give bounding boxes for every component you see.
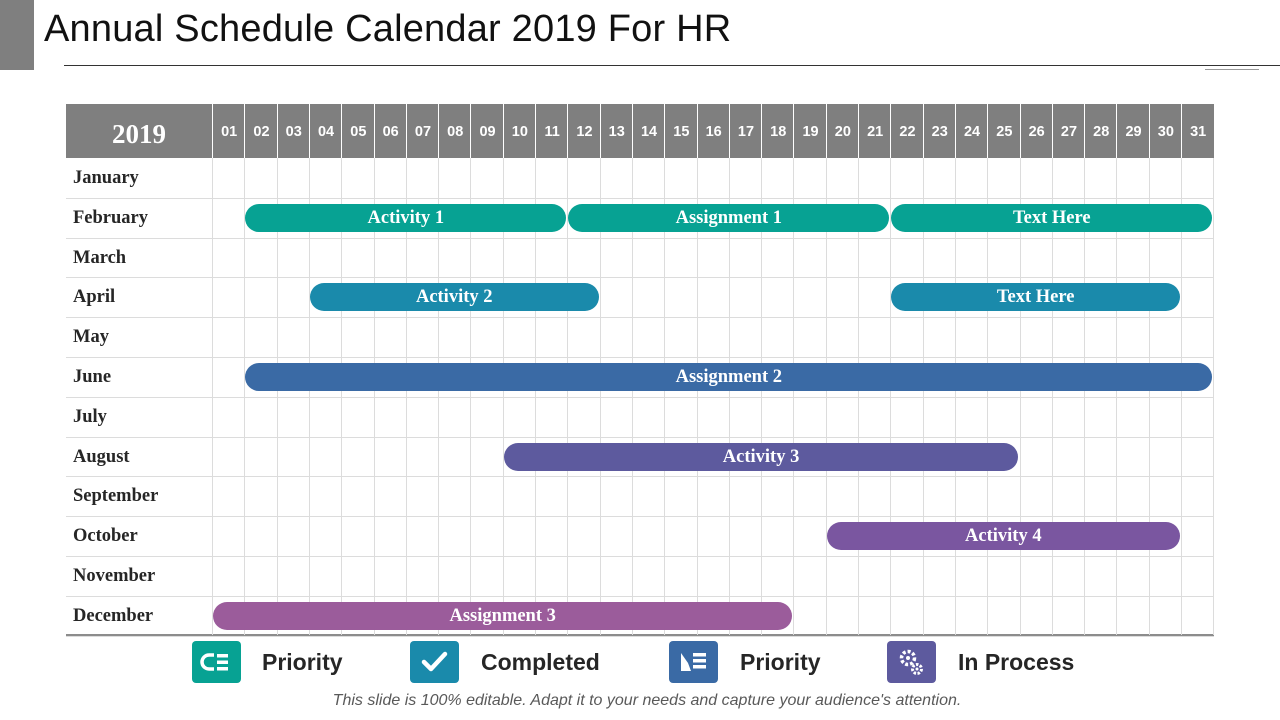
chart-list-icon: [669, 641, 718, 683]
checkmark-icon: [410, 641, 459, 683]
grid-row-line: [66, 636, 1214, 637]
day-header: 22: [899, 124, 916, 140]
month-label: June: [73, 367, 112, 387]
day-header: 19: [802, 124, 819, 140]
day-header: 01: [221, 124, 238, 140]
day-header: 08: [447, 124, 464, 140]
task-bar[interactable]: Activity 1: [245, 204, 566, 232]
day-header: 05: [350, 124, 367, 140]
month-label: May: [73, 327, 109, 348]
priority-list-icon: [192, 641, 241, 683]
grid-row-line: [66, 516, 1214, 517]
legend-label: In Process: [958, 649, 1075, 675]
grid-row-line: [66, 596, 1214, 597]
task-bar[interactable]: Activity 2: [310, 283, 599, 311]
day-header: 09: [479, 124, 496, 140]
day-header: 30: [1157, 124, 1174, 140]
day-header: 11: [544, 124, 560, 140]
day-header: 21: [867, 124, 884, 140]
day-header: 16: [705, 124, 722, 140]
day-header: 13: [608, 124, 625, 140]
day-header: 10: [511, 124, 528, 140]
grid-row-line: [66, 397, 1214, 398]
legend-label: Priority: [740, 649, 821, 675]
day-header: 18: [770, 124, 787, 140]
task-bar[interactable]: Assignment 3: [213, 602, 792, 630]
day-header: 02: [253, 124, 270, 140]
year-label: 2019: [112, 119, 166, 149]
day-header: 23: [931, 124, 948, 140]
grid-row-line: [66, 357, 1214, 358]
day-header: 07: [414, 124, 432, 140]
day-header: 26: [1028, 124, 1045, 140]
legend-label: Priority: [262, 649, 343, 675]
task-bar[interactable]: Activity 3: [504, 443, 1019, 471]
month-label: August: [73, 446, 130, 467]
day-header: 04: [317, 124, 335, 140]
legend-label: Completed: [481, 649, 600, 675]
footer-note: This slide is 100% editable. Adapt it to your needs and capture your audience's attention.: [332, 692, 962, 709]
month-label: April: [73, 287, 116, 308]
day-header: 27: [1060, 124, 1078, 140]
day-header: 28: [1093, 124, 1110, 140]
month-label: December: [73, 605, 154, 626]
title-underline-accent: [1205, 69, 1259, 70]
day-header: 12: [576, 124, 593, 140]
day-header: 15: [673, 124, 690, 140]
calendar-header: [66, 104, 1214, 158]
day-header: 14: [640, 124, 658, 140]
title-underline: [64, 65, 1280, 66]
month-label: July: [73, 406, 107, 427]
day-header: 03: [285, 124, 302, 140]
page-title: Annual Schedule Calendar 2019 For HR: [44, 8, 732, 50]
grid-row-line: [66, 556, 1214, 557]
grid-row-line: [66, 437, 1214, 438]
month-label: October: [73, 526, 138, 547]
day-header: 06: [382, 124, 399, 140]
day-header: 31: [1190, 124, 1207, 140]
grid-row-line: [66, 317, 1214, 318]
task-bar[interactable]: Text Here: [891, 283, 1180, 311]
grid-row-line: [66, 476, 1214, 477]
grid-row-line: [66, 238, 1214, 239]
title-accent-block: [0, 0, 34, 70]
day-header: 24: [963, 124, 981, 140]
grid-row-line: [66, 198, 1214, 199]
task-bar[interactable]: Text Here: [891, 204, 1212, 232]
task-bar[interactable]: Assignment 2: [245, 363, 1212, 391]
day-header: 29: [1125, 124, 1142, 140]
month-label: November: [73, 566, 156, 586]
month-label: January: [73, 168, 139, 188]
day-header: 20: [834, 124, 851, 140]
day-header: 17: [737, 124, 755, 140]
calendar-grid: [66, 104, 1214, 638]
month-label: February: [73, 207, 149, 228]
task-bar[interactable]: Assignment 1: [568, 204, 889, 232]
day-header: 25: [996, 124, 1013, 140]
grid-row-line: [66, 277, 1214, 278]
month-label: March: [73, 247, 127, 268]
month-label: September: [73, 486, 159, 507]
gears-icon: [887, 641, 936, 683]
task-bar[interactable]: Activity 4: [827, 522, 1180, 550]
